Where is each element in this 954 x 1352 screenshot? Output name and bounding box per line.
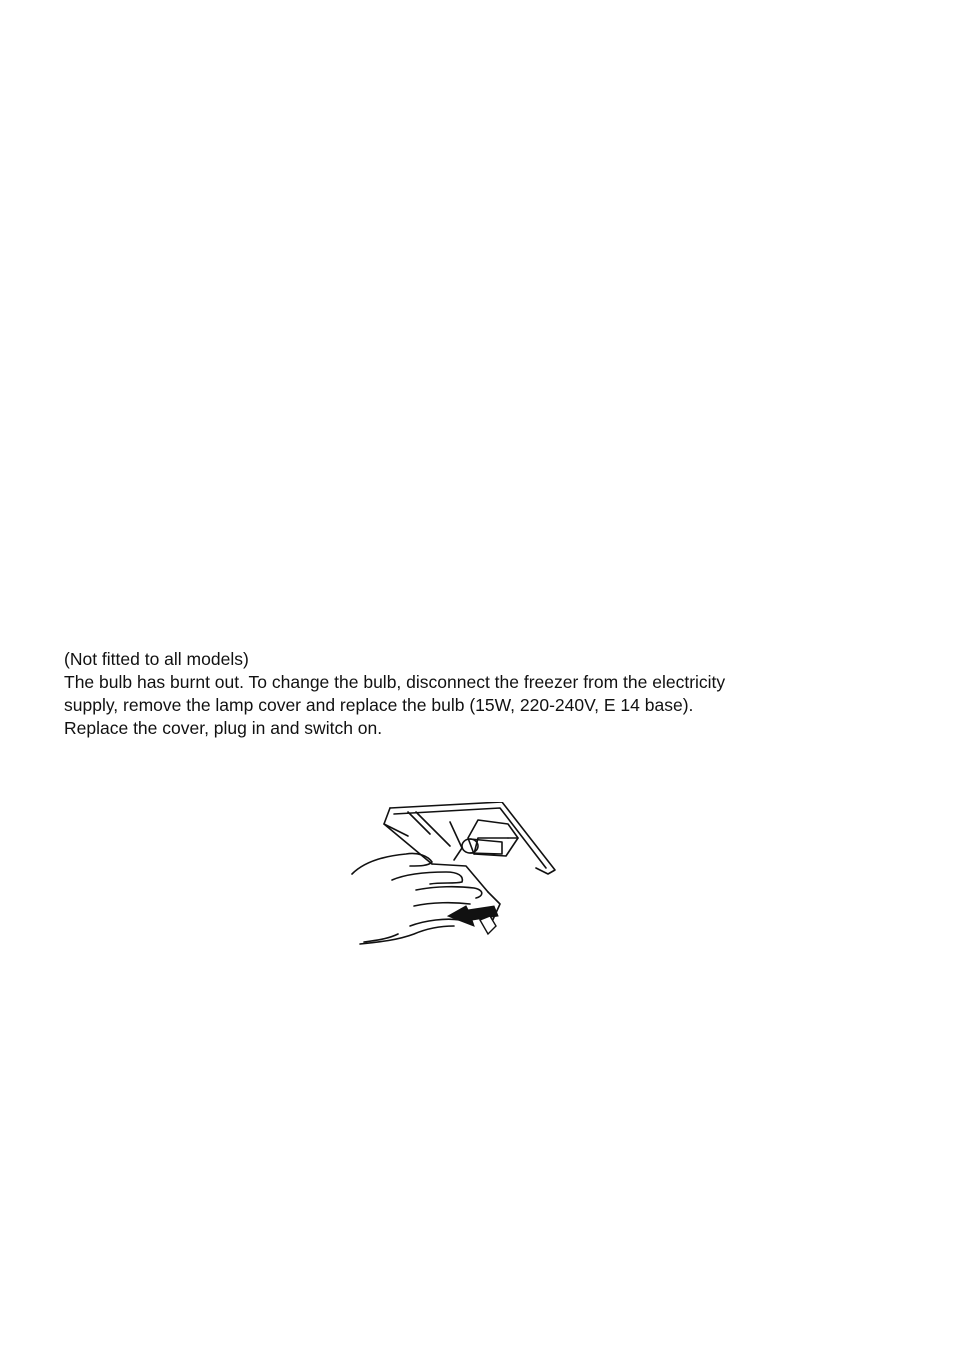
instruction-line-2: supply, remove the lamp cover and replace the bulb (15W, 220-240V, E 14 base).: [64, 695, 694, 715]
instruction-text-block: [64, 648, 824, 740]
models-note: (Not fitted to all models): [64, 649, 249, 669]
lamp-cover-removal-illustration: [350, 802, 560, 948]
lamp-cover-removal-icon: [350, 802, 560, 948]
instruction-line-1: The bulb has burnt out. To change the bulb, disconnect the freezer from the electricity: [64, 672, 726, 692]
instruction-line-3: Replace the cover, plug in and switch on.: [64, 718, 383, 738]
